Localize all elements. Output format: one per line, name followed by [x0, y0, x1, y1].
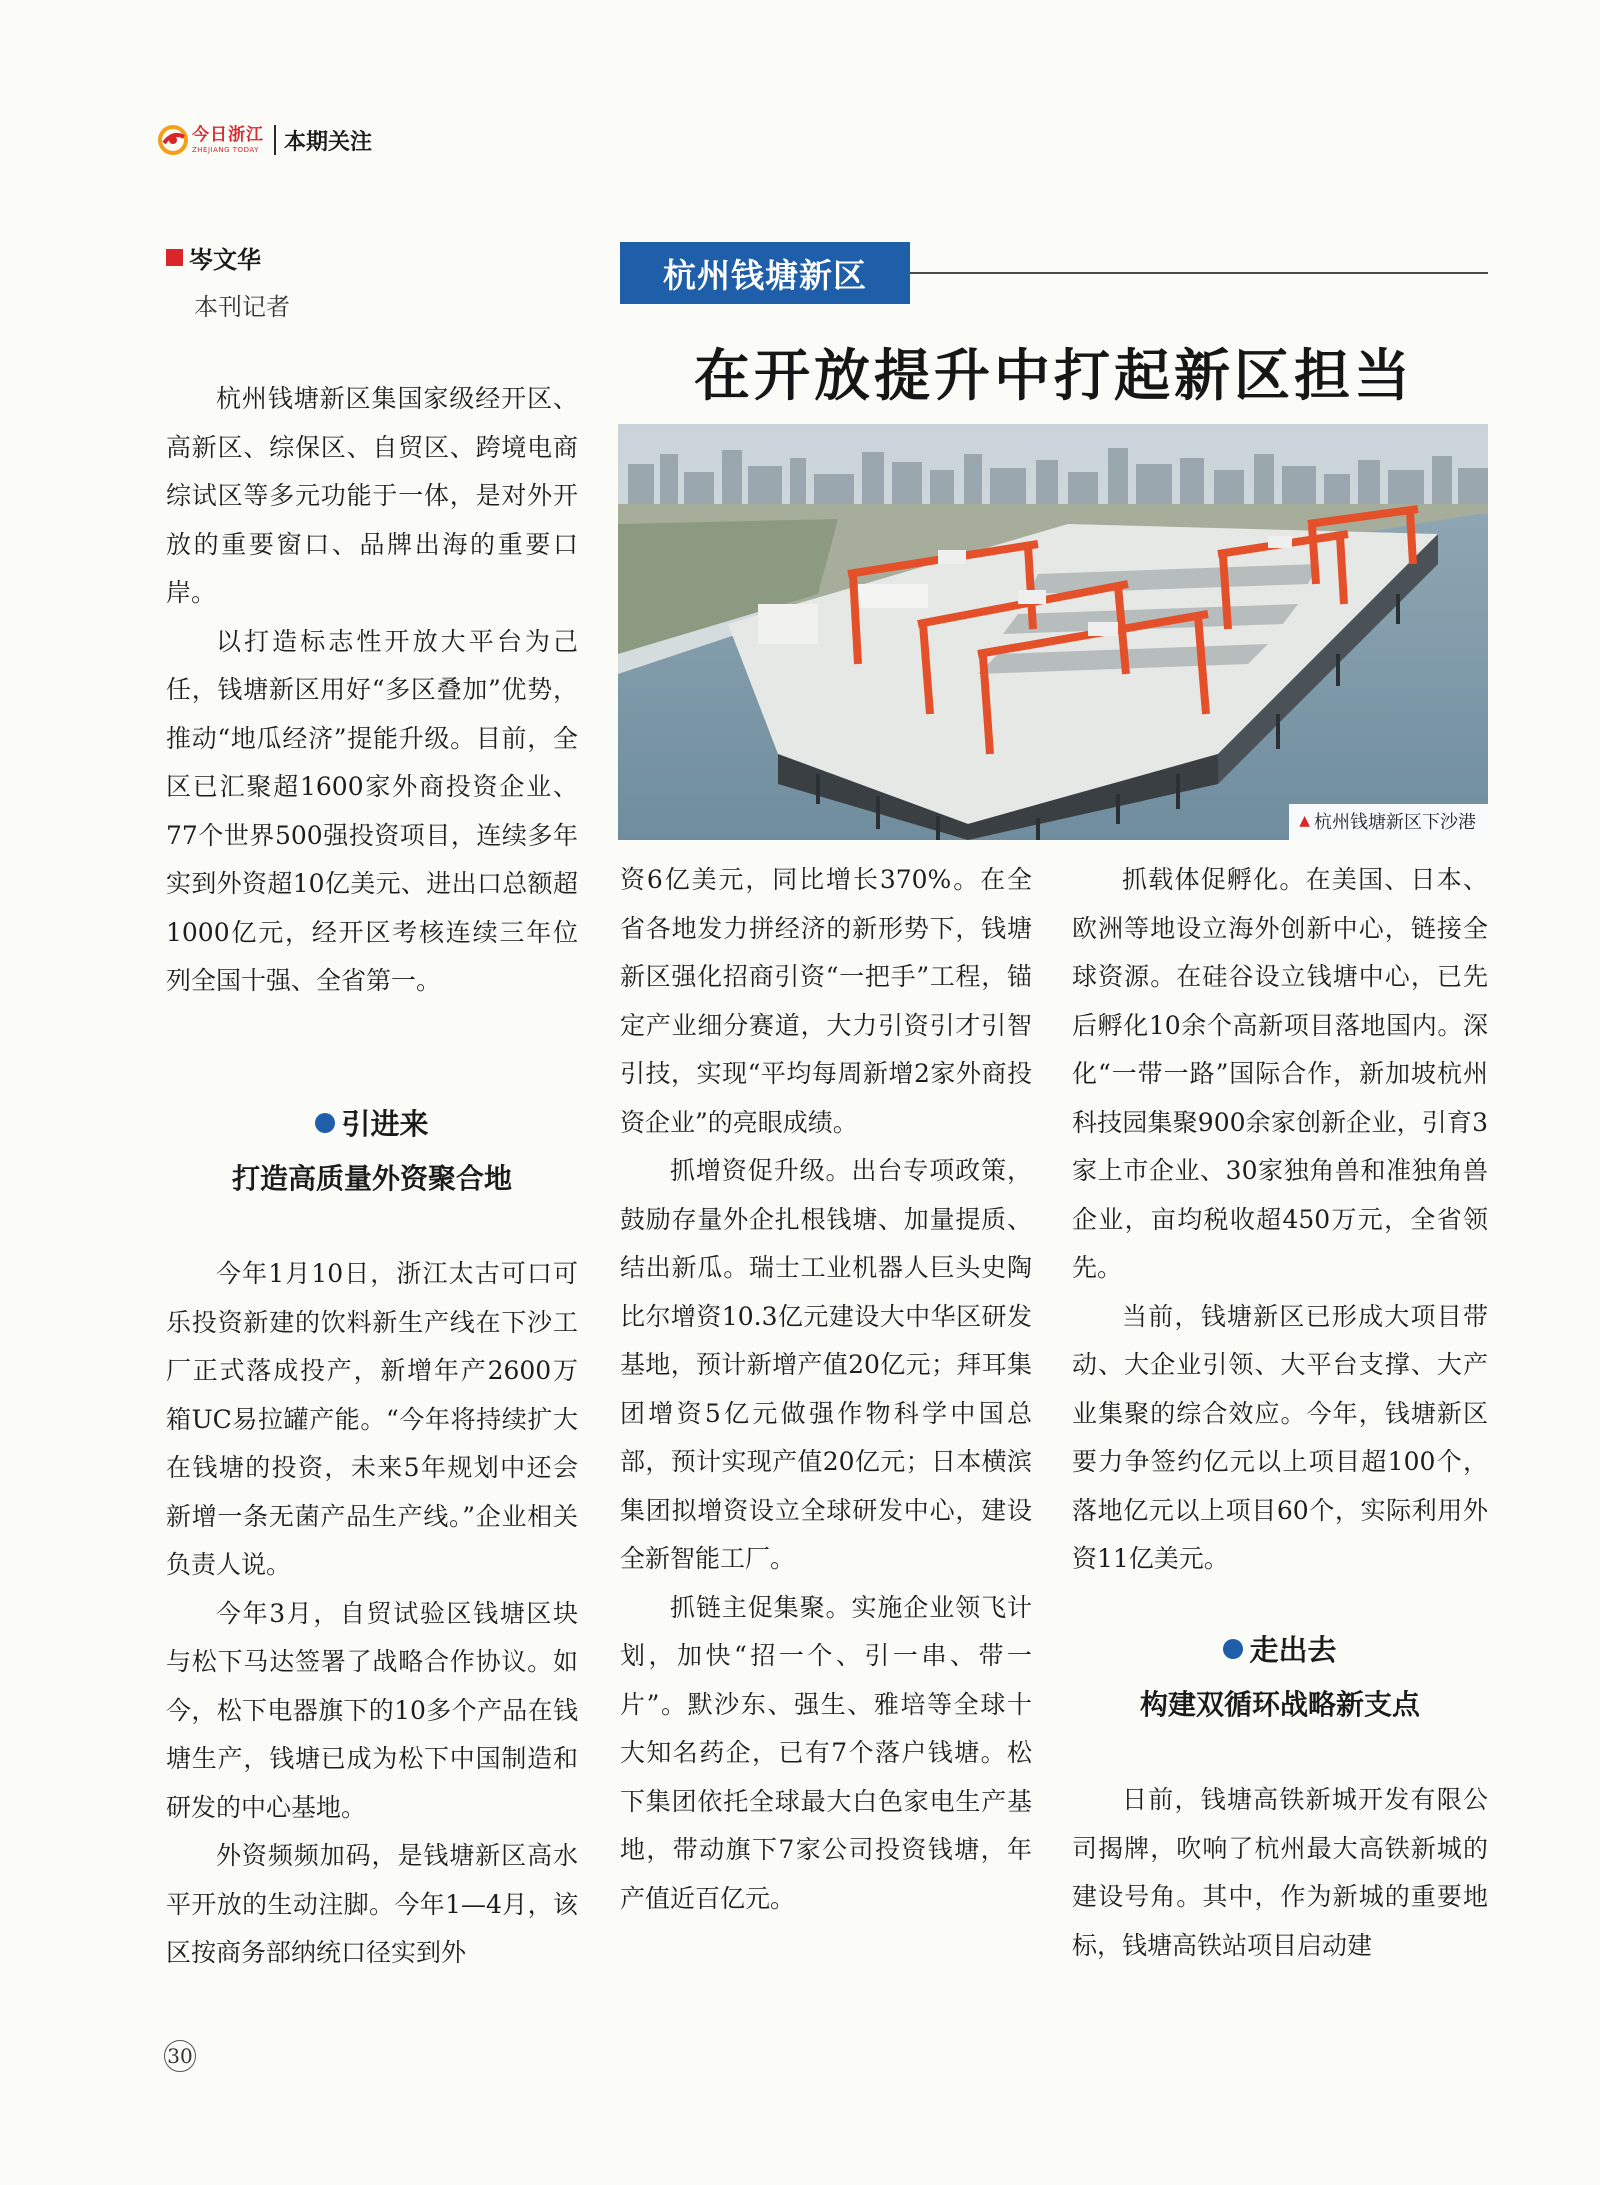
paragraph: 抓链主促集聚。实施企业领飞计划，加快“招一个、引一串、带一片”。默沙东、强生、雅培等全球十大知名药企，已有7个落户钱塘。松下集团依托全球最大白色家电生产基地，带动旗下7家公司投资钱塘，年产值近百亿元。: [620, 1592, 1032, 1913]
port-illustration: [618, 424, 1488, 840]
section-heading-outbound: [1072, 1628, 1488, 1723]
paragraph-continuation: 资6亿美元，同比增长370%。在全省各地发力拼经济的新形势下，钱塘新区强化招商引资“一把手”工程，锚定产业细分赛道，大力引资引才引智引技，实现“平均每周新增2家外商投资企业”的亮眼成绩。: [620, 865, 1032, 1137]
header-divider: [274, 125, 276, 155]
section-dot-icon: [315, 1113, 335, 1133]
page-number: 30: [164, 2040, 196, 2072]
paragraph: 外资频频加码，是钱塘新区高水平开放的生动注脚。今年1—4月，该区按商务部纳统口径实到外: [166, 1841, 578, 1967]
section-dot-icon: [1223, 1639, 1243, 1659]
caption-text: 杭州钱塘新区下沙港: [1314, 812, 1476, 833]
article-title: 在开放提升中打起新区担当: [694, 343, 1414, 409]
column-3-tail: [1072, 1776, 1488, 1970]
section-subtitle: 构建双循环战略新支点: [1139, 1688, 1420, 1721]
section-label: 引进来: [341, 1107, 429, 1141]
magazine-logo: [158, 125, 264, 155]
paragraph: 抓增资促升级。出台专项政策，鼓励存量外企扎根钱塘、加量提质、结出新瓜。瑞士工业机器人巨头史陶比尔增资10.3亿元建设大中华区研发基地，预计新增产值20亿元；拜耳集团增资5亿元做强作物科学中国总部，预计实现产值20亿元；日本横滨集团拟增资设立全球研发中心，建设全新智能工厂。: [620, 1156, 1032, 1573]
section-heading-inbound: [166, 1102, 578, 1197]
logo-subtitle: ZHEJIANG TODAY: [192, 145, 259, 154]
paragraph: 今年1月10日，浙江太古可口可乐投资新建的饮料新生产线在下沙工厂正式落成投产，新增年产2600万箱UC易拉罐产能。“今年将持续扩大在钱塘的投资，未来5年规划中还会新增一条无菌产品生产线。”企业相关负责人说。: [166, 1259, 578, 1579]
column-2-body: [620, 856, 1032, 1923]
paragraph: 抓载体促孵化。在美国、日本、欧洲等地设立海外创新中心，链接全球资源。在硅谷设立钱塘中心，已先后孵化10余个高新项目落地国内。深化“一带一路”国际合作，新加坡杭州科技园集聚900余家创新企业，引育3家上市企业、30家独角兽和准独角兽企业，亩均税收超450万元，全省领先。: [1072, 865, 1488, 1282]
paragraph: 日前，钱塘高铁新城开发有限公司揭牌，吹响了杭州最大高铁新城的建设号角。其中，作为新城的重要地标，钱塘高铁站项目启动建: [1072, 1785, 1488, 1960]
section-label: 走出去: [1249, 1633, 1337, 1667]
author-name: 岑文华: [189, 246, 261, 274]
paragraph: 以打造标志性开放大平台为己任，钱塘新区用好“多区叠加”优势，推动“地瓜经济”提能升级。目前，全区已汇聚超1600家外商投资企业、77个世界500强投资项目，连续多年实到外资超10亿美元、进出口总额超1000亿元，经开区考核连续三年位列全国十强、全省第一。: [166, 626, 578, 995]
section-name: 本期关注: [284, 129, 373, 155]
section-subtitle: 打造高质量外资聚合地: [231, 1162, 512, 1195]
byline: [166, 240, 290, 322]
paragraph: 当前，钱塘新区已形成大项目带动、大企业引领、大平台支撑、大产业集聚的综合效应。今年，钱塘新区要力争签约亿元以上项目超100个，落地亿元以上项目60个，实际利用外资11亿美元。: [1072, 1301, 1488, 1573]
port-photo: [618, 424, 1488, 840]
author-role: 本刊记者: [194, 293, 290, 321]
page-header: [158, 118, 372, 162]
column-3-body: [1072, 856, 1488, 1584]
column-1-body: [166, 1250, 578, 1978]
paragraph: 杭州钱塘新区集国家级经开区、高新区、综保区、自贸区、跨境电商综试区等多元功能于一体，是对外开放的重要窗口、品牌出海的重要口岸。: [166, 384, 578, 607]
caption-triangle-icon: ▲: [1299, 813, 1310, 829]
column-label: 杭州钱塘新区: [620, 242, 910, 304]
column-label-rule: [910, 272, 1488, 274]
logo-title: 今日浙江: [192, 124, 264, 145]
author-marker-icon: [166, 249, 183, 266]
logo-swirl-icon: [158, 125, 188, 155]
intro-text: [166, 375, 578, 1006]
photo-caption: [1289, 804, 1488, 840]
paragraph: 今年3月，自贸试验区钱塘区块与松下马达签署了战略合作协议。如今，松下电器旗下的10多个产品在钱塘生产，钱塘已成为松下中国制造和研发的中心基地。: [166, 1598, 578, 1822]
